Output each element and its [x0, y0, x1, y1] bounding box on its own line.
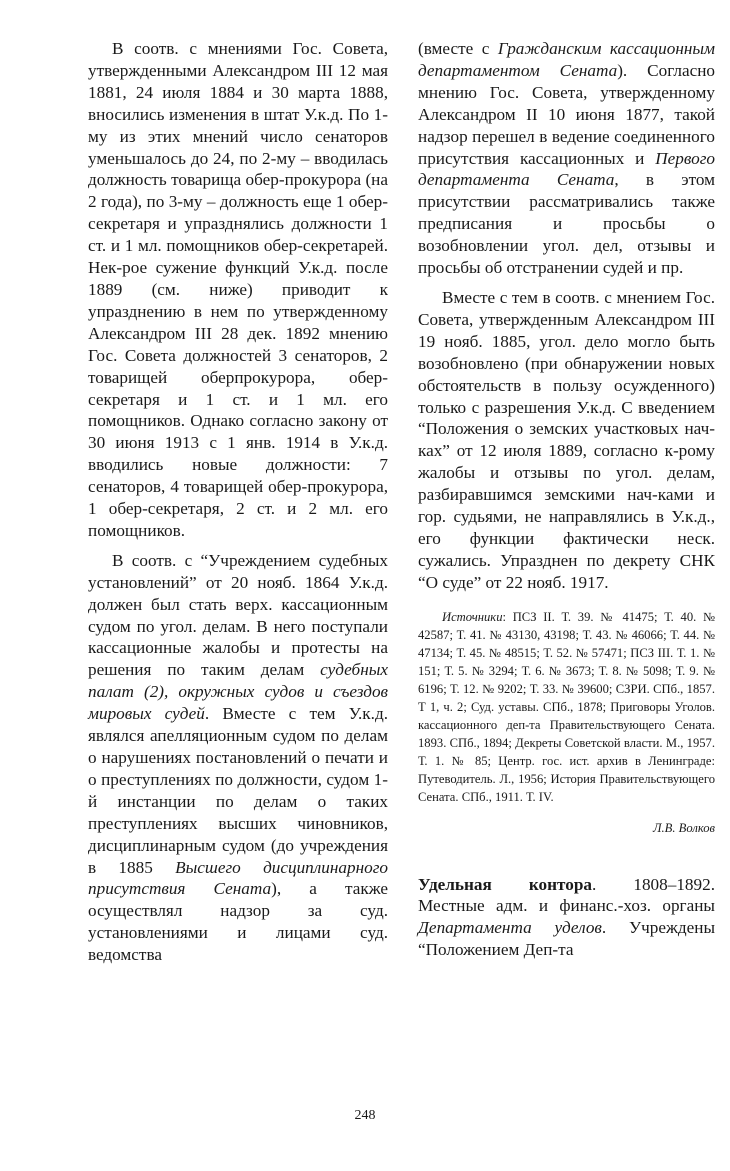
author-signature: Л.В. Волков: [652, 820, 715, 835]
page-number: 248: [354, 1108, 376, 1123]
left-p2-text-b: . Вместе с тем У.к.д. являлся апелляционным судом по делам о нарушениях постановлений о печати и о преступлениях по должности, судом 1-й инстанции по делам о таких преступлениях высших чиновников, дисциплинарным судом (до учреждения в 1885: [88, 704, 388, 877]
left-p2-italic-presence: Высшего дисциплинарного присутствия Сената: [88, 857, 389, 899]
right-paragraph-1: [418, 38, 715, 279]
left-p2-text-c: ), а также осуществлял надзор за суд. установлениями и лицами суд. ведомства: [88, 879, 388, 965]
right-p1-italic-dept: Гражданским кассационным департаментом Сената: [418, 39, 715, 80]
entry-text-b: . Учреждены “Положением Деп-та: [418, 918, 715, 960]
right-p1-text-b: ). Согласно мнению Гос. Совета, утвержденному Александром II 10 июня 1877, такой надзор перешел в ведение соединенного присутствия кассационных и: [418, 60, 715, 168]
right-p1-text-c: , в этом присутствии рассматривались также предписания и просьбы о возобновлении угол. дел, отзывы и просьбы об отстранении судей и пр.: [418, 170, 715, 278]
entry-title: Удельная контора: [418, 874, 592, 894]
left-p2-italic-courts: судебных палат (2), окружных судов и съездов мировых судей: [88, 660, 388, 724]
entry-italic-dept: Департамента уделов: [418, 918, 602, 938]
sources-block: [418, 608, 715, 806]
right-column: [418, 38, 715, 961]
entry-text-a: . 1808–1892. Местные адм. и финанс.-хоз. органы: [418, 874, 715, 916]
right-p1-italic-first-dept: Первого департамента Сената: [418, 148, 715, 190]
left-paragraph-2: [88, 550, 388, 966]
right-paragraph-2: Вместе с тем в соотв. с мнением Гос. Совета, утвержденным Александром III 19 нояб. 1885, угол. дело могло быть возобновлено (при обнаружении новых обстоятельств в пользу осужденного) только с разрешения У.к.д. С введением “Положения о земских участковых нач-ках” от 12 июля 1889, согласно к-рому жалобы и отзывы по угол. делам, разбиравшимся земскими нач-ками и гор. судьями, не направлялись в У.к.д., его функции фактически неск. сужались. Упразднен по декрету СНК “О суде” от 22 нояб. 1917.: [418, 287, 715, 592]
left-column: [88, 38, 388, 966]
left-paragraph-1: В соотв. с мнениями Гос. Совета, утвержденными Александром III 12 мая 1881, 24 июля 1884 и 30 марта 1888, вносились изменения в штат У.к.д. По 1-му из этих мнений число сенаторов уменьшалось до 24, по 2-му – вводилась должность товарища обер-прокурора (на 2 года), по 3-му – должность еще 1 обер-секретаря и упразднялись должности 1 ст. и 1 мл. помощников обер-секретарей. Нек-рое сужение функций У.к.д. после 1889 (см. ниже) приводит к упразднению в нем по утвержденному Александром III 28 дек. 1892 мнению Гос. Совета должностей 3 сенаторов, 2 товарищей оберпрокурора, обер-секретаря и 1 ст. и 1 мл. его помощников. Однако согласно закону от 30 июня 1913 с 1 янв. 1914 в У.к.д. вводились новые должности: 7 сенаторов, 4 товарищей обер-прокурора, 1 обер-секретаря, 2 ст. и 2 мл. его помощников.: [88, 39, 388, 540]
right-p1-text-a: (вместе с: [418, 39, 498, 58]
sources-label: Источники: [442, 609, 503, 624]
sources-text: : ПСЗ II. Т. 39. № 41475; Т. 40. № 42587; Т. 41. № 43130, 43198; Т. 43. № 46066; Т. 44. № 47134; Т. 45. № 48515; Т. 52. № 57471; ПСЗ III. Т. 1. № 151; Т. 5. № 3294; Т. 6. № 3673; Т. 8. № 5098; Т. 9. № 6196; Т. 12. № 9202; Т. 33. № 39600; СЗРИ. СПб., 1857. Т 1, ч. 2; Суд. уставы. СПб., 1878; Приговоры Уголов. кассационного деп-та Правительствующего Сената. 1893. СПб., 1894; Декреты Советской власти. М., 1957. Т. 1. № 85; Центр. гос. ист. архив в Ленинграде: Путеводитель. Л., 1956; История Правительствующего Сената. СПб., 1911. Т. IV.: [418, 609, 715, 804]
dictionary-entry: [418, 874, 715, 962]
left-p2-text-a: В соотв. с “Учреждением судебных установлений” от 20 нояб. 1864 У.к.д. должен был стать верх. кассационным судом по угол. делам. В него поступали кассационные жалобы и протесты на решения по таким делам: [88, 550, 388, 680]
